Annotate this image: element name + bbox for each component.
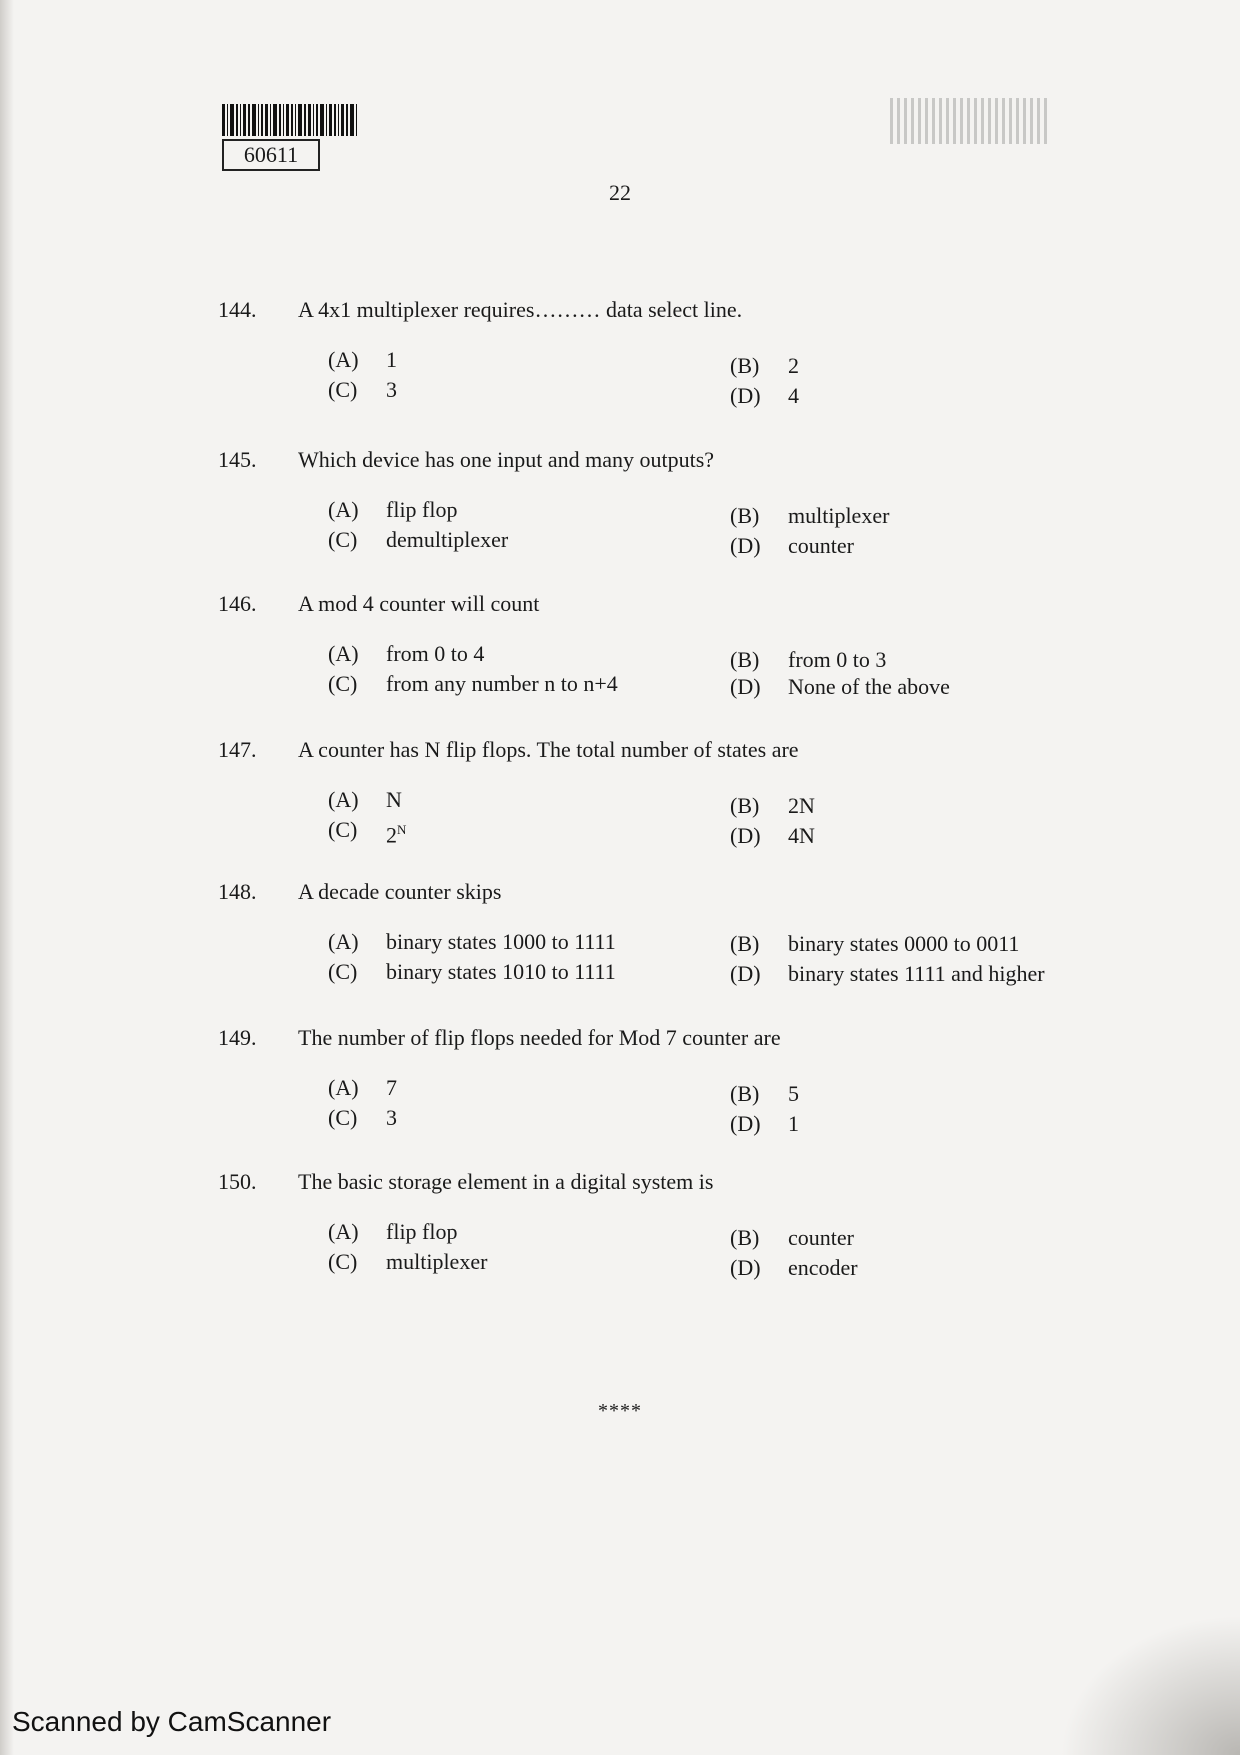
question-number: 147. — [218, 737, 257, 762]
barcode — [222, 104, 390, 136]
question-number: 145. — [218, 447, 257, 472]
option-b: (B) 2N — [730, 793, 815, 818]
question-text: The basic storage element in a digital system is — [298, 1169, 714, 1194]
question-146 — [218, 590, 1118, 704]
scanner-watermark: Scanned by CamScanner — [12, 1706, 332, 1737]
option-c: (C) from any number n to n+4 — [328, 671, 618, 696]
option-b: (B) binary states 0000 to 0011 — [730, 931, 1020, 956]
option-a: (A) 7 — [328, 1075, 397, 1100]
question-150 — [218, 1168, 1118, 1282]
question-number: 146. — [218, 591, 257, 616]
option-c: (C) demultiplexer — [328, 527, 509, 552]
option-d: (D) 4 — [730, 383, 799, 408]
question-number: 144. — [218, 297, 257, 322]
option-d: (D) counter — [730, 533, 854, 558]
option-a: (A) flip flop — [328, 497, 458, 522]
option-c: (C) 3 — [328, 1105, 397, 1130]
faded-stamp — [890, 98, 1050, 144]
question-145 — [218, 446, 1118, 560]
option-a: (A) N — [328, 787, 402, 812]
option-a: (A) flip flop — [328, 1219, 458, 1244]
option-b: (B) 5 — [730, 1081, 799, 1106]
option-d: (D) encoder — [730, 1255, 858, 1280]
option-a: (A) from 0 to 4 — [328, 641, 485, 666]
option-a: (A) binary states 1000 to 1111 — [328, 929, 616, 954]
option-d: (D) 4N — [730, 823, 815, 848]
question-text: The number of flip flops needed for Mod 7 counter are — [298, 1025, 781, 1050]
question-text: A 4x1 multiplexer requires……… data select line. — [298, 297, 743, 322]
question-147 — [218, 736, 1118, 850]
page-number: 22 — [609, 180, 631, 205]
paper-code: 60611 — [222, 139, 320, 171]
question-text: Which device has one input and many outputs? — [298, 447, 715, 472]
option-c: (C) multiplexer — [328, 1249, 488, 1274]
question-144 — [218, 296, 1118, 410]
question-text: A decade counter skips — [298, 879, 502, 904]
option-c: (C) binary states 1010 to 1111 — [328, 959, 616, 984]
option-c: (C) $2^N$ — [328, 817, 407, 848]
scan-edge-shadow — [0, 0, 14, 1755]
question-text: A mod 4 counter will count — [298, 591, 540, 616]
scan-corner-shadow — [1060, 1615, 1240, 1755]
option-d: (D) None of the above — [730, 674, 950, 699]
question-text: A counter has N flip flops. The total number of states are — [298, 737, 799, 762]
option-c: (C) 3 — [328, 377, 397, 402]
option-a: (A) 1 — [328, 347, 397, 372]
end-marker: **** — [598, 1400, 642, 1422]
question-149 — [218, 1024, 1118, 1138]
question-number: 148. — [218, 879, 257, 904]
question-number: 150. — [218, 1169, 257, 1194]
question-number: 149. — [218, 1025, 257, 1050]
superscript-n: N — [397, 822, 407, 837]
option-b: (B) counter — [730, 1225, 854, 1250]
question-148 — [218, 878, 1118, 992]
option-b: (B) multiplexer — [730, 503, 890, 528]
option-b: (B) 2 — [730, 353, 799, 378]
option-d: (D) 1 — [730, 1111, 799, 1136]
option-d: (D) binary states 1111 and higher — [730, 961, 1045, 986]
option-b: (B) from 0 to 3 — [730, 647, 887, 672]
